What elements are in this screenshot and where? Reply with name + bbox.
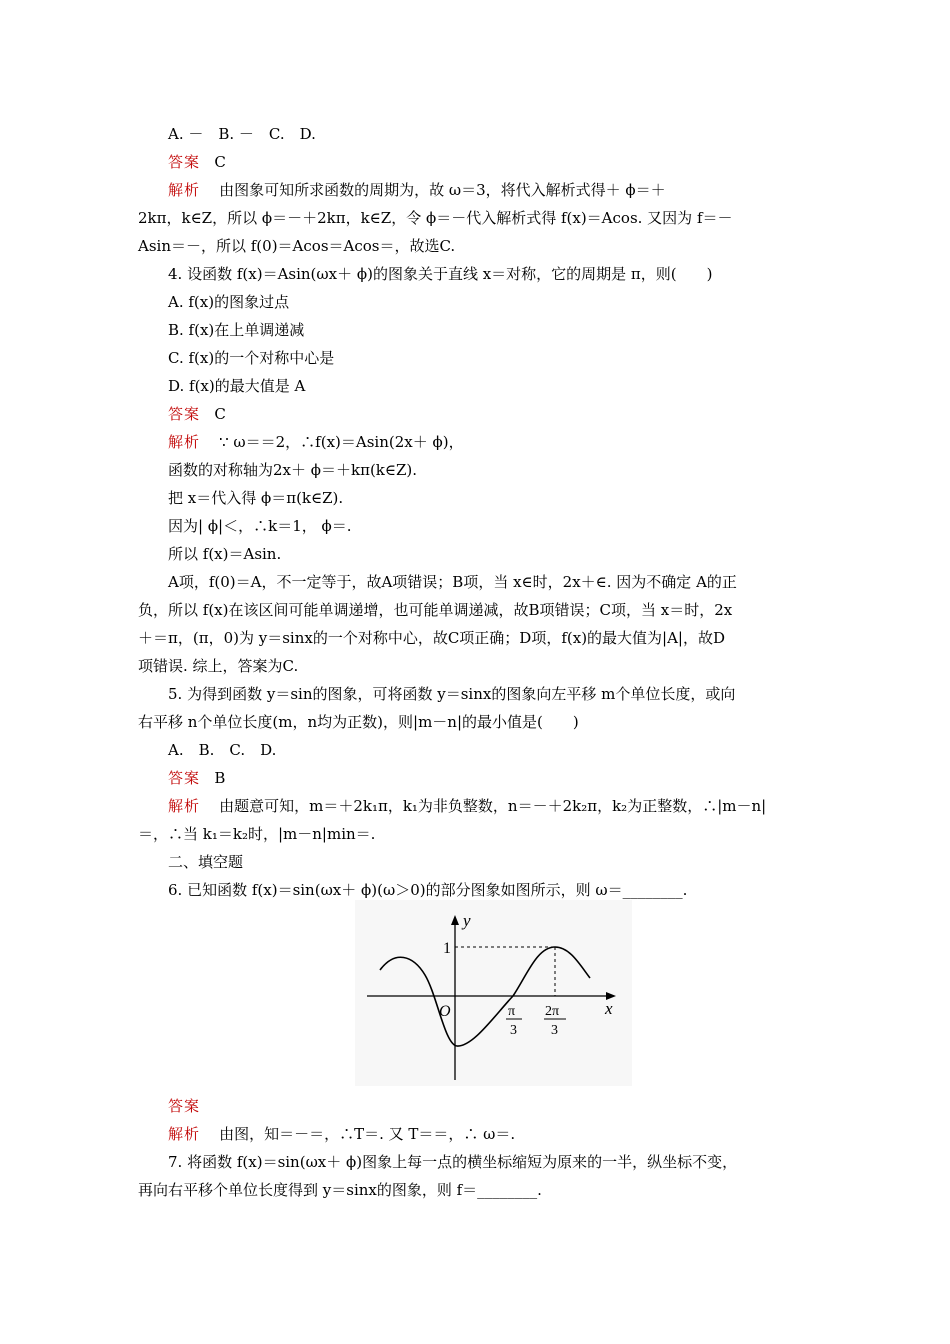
q4-analysis-line-6: A项，f(0)＝A，不一定等于，故A项错误；B项，当 x∈时，2x＋∈. 因为不确定 A的正 (168, 573, 737, 591)
q5-answer (168, 768, 225, 788)
origin-label: O (439, 1003, 451, 1020)
analysis-text: 由图，知＝－＝，∴T＝. 又 T＝＝，∴ ω＝. (219, 1125, 516, 1143)
q4-option-b: B. f(x)在上单调递减 (168, 321, 305, 339)
sine-graph-figure (355, 900, 632, 1086)
analysis-text: 由图象可知所求函数的周期为，故 ω＝3，将代入解析式得＋ ϕ＝＋ (219, 181, 666, 199)
q5-analysis-line-2: ＝，∴当 k₁＝k₂时，|m－n|min＝. (138, 825, 376, 843)
q3-analysis-line-1 (168, 180, 666, 200)
q4-stem: 4. 设函数 f(x)＝Asin(ωx＋ ϕ)的图象关于直线 x＝对称，它的周期是 π，则( ) (168, 265, 713, 283)
answer-value: B (214, 769, 226, 787)
q4-analysis-line-4: 因为| ϕ|＜，∴k＝1， ϕ＝. (168, 517, 352, 535)
q5-stem-line-1: 5. 为得到函数 y＝sin的图象，可将函数 y＝sinx的图象向左平移 m个单位长度，或向 (168, 685, 736, 703)
q3-analysis-line-2: 2kπ，k∈Z，所以 ϕ＝－＋2kπ，k∈Z，令 ϕ＝－代入解析式得 f(x)＝Acos. 又因为 f＝－ (138, 209, 733, 227)
analysis-label: 解析 (168, 181, 201, 199)
analysis-label: 解析 (168, 1125, 201, 1143)
q4-analysis-line-3: 把 x＝代入得 ϕ＝π(k∈Z). (168, 489, 344, 507)
q4-option-a: A. f(x)的图象过点 (168, 293, 290, 311)
q6-answer (168, 1096, 200, 1116)
x-tick-2pi-over-3-numerator: 2π (545, 1004, 560, 1019)
section-heading-fill-in: 二、填空题 (168, 853, 244, 871)
q4-option-d: D. f(x)的最大值是 A (168, 377, 306, 395)
analysis-label: 解析 (168, 797, 201, 815)
q4-analysis-line-8: ＋＝π，(π，0)为 y＝sinx的一个对称中心，故C项正确；D项，f(x)的最大值为|A|，故D (138, 629, 726, 647)
q3-analysis-line-3: Asin＝－，所以 f(0)＝Acos＝Acos＝，故选C. (138, 237, 456, 255)
x-axis-label: x (605, 999, 613, 1018)
x-tick-pi-over-3-denominator: 3 (510, 1023, 517, 1038)
analysis-label: 解析 (168, 433, 201, 451)
answer-value: C (214, 405, 226, 423)
answer-label: 答案 (168, 405, 201, 423)
y-axis-label: y (463, 911, 471, 930)
q7-stem-line-2: 再向右平移个单位长度得到 y＝sinx的图象，则 f＝________. (138, 1181, 542, 1199)
q4-analysis-line-5: 所以 f(x)＝Asin. (168, 545, 282, 563)
q4-option-c: C. f(x)的一个对称中心是 (168, 349, 335, 367)
q4-answer (168, 404, 226, 424)
answer-label: 答案 (168, 153, 201, 171)
answer-label: 答案 (168, 769, 201, 787)
q3-answer (168, 152, 226, 172)
q4-analysis-line-1 (168, 432, 464, 452)
analysis-text: ∵ ω＝＝2，∴f(x)＝Asin(2x＋ ϕ)， (219, 433, 464, 451)
q5-analysis-line-1 (168, 796, 766, 816)
analysis-text: 由题意可知，m＝＋2k₁π，k₁为非负整数，n＝－＋2k₂π，k₂为正整数，∴|m－n| (219, 797, 767, 815)
q3-options: A. － B. － C. D. (168, 125, 316, 143)
q5-options: A. B. C. D. (168, 741, 277, 759)
q6-analysis (168, 1124, 515, 1144)
q4-analysis-line-9: 项错误. 综上，答案为C. (138, 657, 299, 675)
answer-value: C (214, 153, 226, 171)
q4-analysis-line-2: 函数的对称轴为2x＋ ϕ＝＋kπ(k∈Z). (168, 461, 418, 479)
x-tick-2pi-over-3-denominator: 3 (551, 1023, 558, 1038)
q5-stem-line-2: 右平移 n个单位长度(m，n均为正数)，则|m－n|的最小值是( ) (138, 713, 579, 731)
q7-stem-line-1: 7. 将函数 f(x)＝sin(ωx＋ ϕ)图象上每一点的横坐标缩短为原来的一半，纵坐标不变， (168, 1153, 738, 1171)
q4-analysis-line-7: 负，所以 f(x)在该区间可能单调递增，也可能单调递减，故B项错误；C项，当 x＝时，2x (138, 601, 733, 619)
q6-stem: 6. 已知函数 f(x)＝sin(ωx＋ ϕ)(ω＞0)的部分图象如图所示，则 ω＝________. (168, 881, 688, 899)
y-tick-one: 1 (443, 940, 451, 957)
x-tick-pi-over-3-numerator: π (508, 1004, 516, 1019)
answer-label: 答案 (168, 1097, 201, 1115)
